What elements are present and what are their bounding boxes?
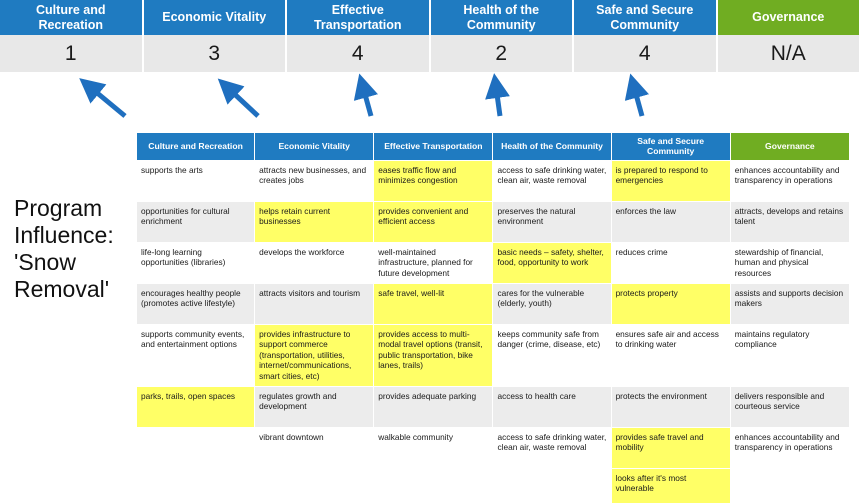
- score-culture-and-recreation: 1: [0, 35, 144, 72]
- table-row: [137, 160, 850, 201]
- score-safe-and-secure-community: 4: [574, 35, 718, 72]
- cell-r1c5: attracts, develops and retains talent: [730, 201, 849, 242]
- cell-r5c4: protects the environment: [611, 386, 730, 427]
- table-row: [137, 324, 850, 386]
- influence-arrow-4: [496, 87, 500, 116]
- caption-line-3: 'Snow: [14, 249, 134, 276]
- header-cell-governance: Governance: [718, 0, 859, 35]
- cell-r6c0: [137, 427, 255, 468]
- cell-r7c5: [730, 468, 849, 503]
- cell-r1c2: provides convenient and efficient access: [374, 201, 493, 242]
- cell-r0c1: attracts new businesses, and creates jobs: [255, 160, 374, 201]
- cell-r4c3: keeps community safe from danger (crime, disease, etc): [493, 324, 611, 386]
- cell-r4c2: provides access to multi-modal travel options (transit, public transportation, bike lanes, trails): [374, 324, 493, 386]
- program-influence-caption: [14, 195, 134, 304]
- cell-r1c1: helps retain current businesses: [255, 201, 374, 242]
- table-row: [137, 283, 850, 324]
- score-health-of-the-community: 2: [431, 35, 575, 72]
- cell-r5c5: delivers responsible and courteous service: [730, 386, 849, 427]
- cell-r7c4: looks after it's most vulnerable: [611, 468, 730, 503]
- cell-r7c2: [374, 468, 493, 503]
- cell-r2c3: basic needs – safety, shelter, food, opportunity to work: [493, 242, 611, 283]
- caption-line-2: Influence:: [14, 222, 134, 249]
- cell-r2c4: reduces crime: [611, 242, 730, 283]
- cell-r0c3: access to safe drinking water, clean air, waste removal: [493, 160, 611, 201]
- matrix-header-health-of-the-community: Health of the Community: [493, 133, 611, 161]
- matrix-header-row: [137, 133, 850, 161]
- matrix-header-effective-transportation: Effective Transportation: [374, 133, 493, 161]
- influence-arrow-1: [90, 87, 125, 116]
- cell-r5c0: parks, trails, open spaces: [137, 386, 255, 427]
- cell-r5c2: provides adequate parking: [374, 386, 493, 427]
- caption-line-1: Program: [14, 195, 134, 222]
- caption-line-4: Removal': [14, 276, 134, 303]
- cell-r3c5: assists and supports decision makers: [730, 283, 849, 324]
- matrix-header-culture-and-recreation: Culture and Recreation: [137, 133, 255, 161]
- priority-header-band: [0, 0, 859, 35]
- header-cell-culture-and-recreation: Culture and Recreation: [0, 0, 144, 35]
- influence-arrow-5: [634, 87, 642, 116]
- table-row: [137, 242, 850, 283]
- cell-r1c4: enforces the law: [611, 201, 730, 242]
- cell-r6c1: vibrant downtown: [255, 427, 374, 468]
- cell-r3c2: safe travel, well-lit: [374, 283, 493, 324]
- influence-arrow-2: [228, 88, 258, 116]
- cell-r2c2: well-maintained infrastructure, planned for future development: [374, 242, 493, 283]
- priority-attributes-table: [136, 132, 850, 504]
- cell-r4c4: ensures safe air and access to drinking water: [611, 324, 730, 386]
- cell-r7c3: [493, 468, 611, 503]
- cell-r2c1: develops the workforce: [255, 242, 374, 283]
- cell-r2c5: stewardship of financial, human and physical resources: [730, 242, 849, 283]
- table-row: [137, 201, 850, 242]
- score-effective-transportation: 4: [287, 35, 431, 72]
- cell-r6c2: walkable community: [374, 427, 493, 468]
- cell-r0c4: is prepared to respond to emergencies: [611, 160, 730, 201]
- cell-r0c2: eases traffic flow and minimizes congestion: [374, 160, 493, 201]
- cell-r3c0: encourages healthy people (promotes active lifestyle): [137, 283, 255, 324]
- header-cell-economic-vitality: Economic Vitality: [144, 0, 288, 35]
- cell-r4c0: supports community events, and entertainment options: [137, 324, 255, 386]
- cell-r4c5: maintains regulatory compliance: [730, 324, 849, 386]
- matrix-header-safe-and-secure-community: Safe and Secure Community: [611, 133, 730, 161]
- cell-r5c3: access to health care: [493, 386, 611, 427]
- matrix-header-governance: Governance: [730, 133, 849, 161]
- cell-r6c3: access to safe drinking water, clean air, waste removal: [493, 427, 611, 468]
- cell-r7c0: [137, 468, 255, 503]
- matrix-header-economic-vitality: Economic Vitality: [255, 133, 374, 161]
- cell-r7c1: [255, 468, 374, 503]
- cell-r1c0: opportunities for cultural enrichment: [137, 201, 255, 242]
- table-row: [137, 468, 850, 503]
- cell-r3c3: cares for the vulnerable (elderly, youth): [493, 283, 611, 324]
- header-cell-effective-transportation: Effective Transportation: [287, 0, 431, 35]
- cell-r3c1: attracts visitors and tourism: [255, 283, 374, 324]
- score-economic-vitality: 3: [144, 35, 288, 72]
- table-row: [137, 427, 850, 468]
- cell-r5c1: regulates growth and development: [255, 386, 374, 427]
- table-row: [137, 386, 850, 427]
- score-band: [0, 35, 859, 72]
- cell-r3c4: protects property: [611, 283, 730, 324]
- cell-r4c1: provides infrastructure to support commerce (transportation, utilities, internet/communications, smart cities, etc): [255, 324, 374, 386]
- cell-r6c5: enhances accountability and transparency in operations: [730, 427, 849, 468]
- arrow-group: [0, 72, 859, 134]
- cell-r0c0: supports the arts: [137, 160, 255, 201]
- cell-r6c4: provides safe travel and mobility: [611, 427, 730, 468]
- cell-r1c3: preserves the natural environment: [493, 201, 611, 242]
- influence-arrow-3: [363, 87, 371, 116]
- cell-r2c0: life-long learning opportunities (libraries): [137, 242, 255, 283]
- score-governance: N/A: [718, 35, 859, 72]
- cell-r0c5: enhances accountability and transparency in operations: [730, 160, 849, 201]
- header-cell-safe-and-secure-community: Safe and Secure Community: [574, 0, 718, 35]
- header-cell-health-of-the-community: Health of the Community: [431, 0, 575, 35]
